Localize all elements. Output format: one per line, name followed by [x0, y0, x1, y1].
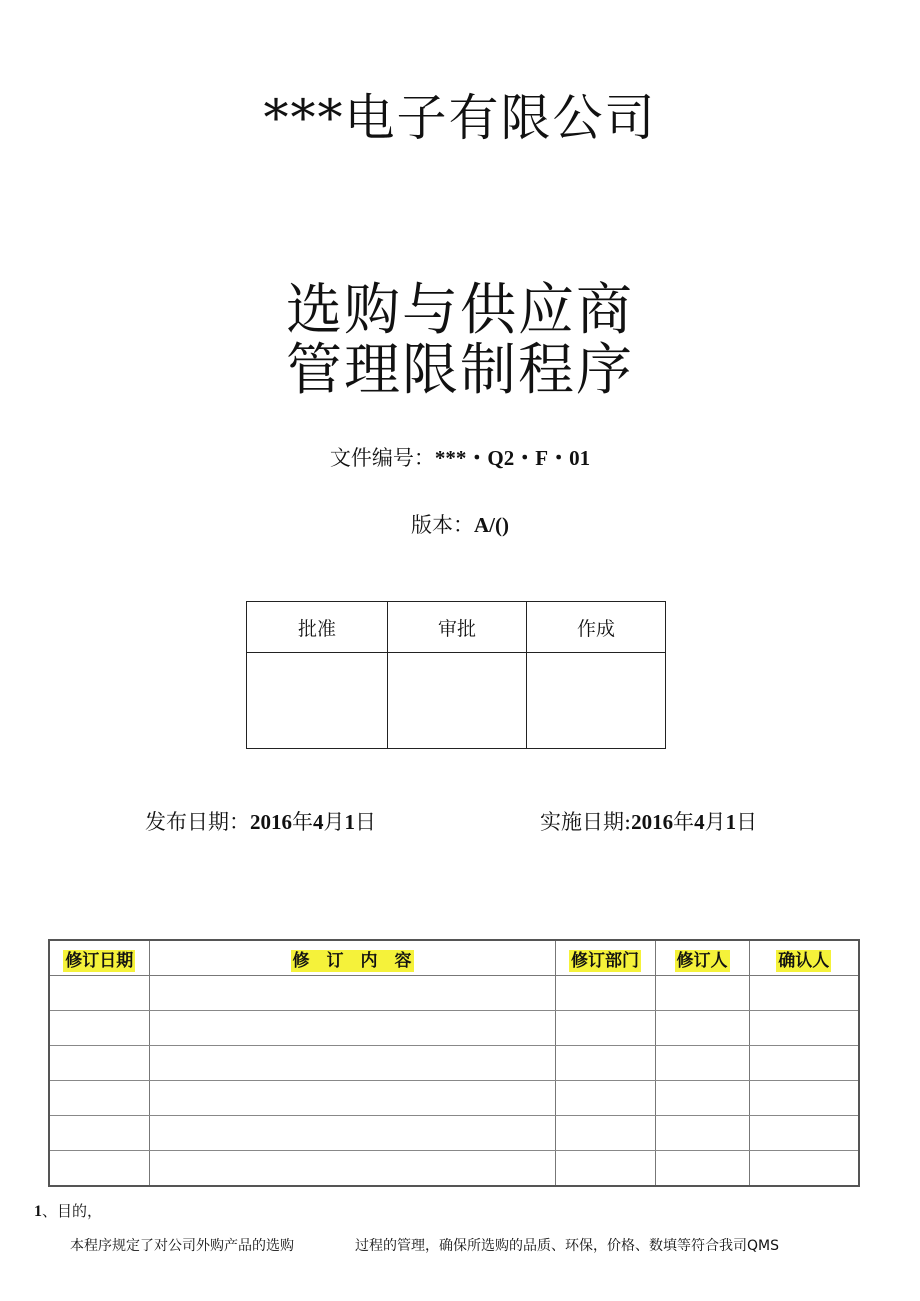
table-cell: [749, 1046, 859, 1081]
publish-year-unit: 年: [292, 810, 313, 834]
table-cell: [749, 976, 859, 1011]
table-cell: [749, 1011, 859, 1046]
implement-year-unit: 年: [673, 810, 695, 834]
table-cell: [149, 1011, 555, 1046]
revision-header-content: [149, 940, 555, 976]
table-cell: [49, 1116, 149, 1151]
table-cell: [655, 1081, 749, 1116]
body-text-part-1: 本程序规定了对公司外购产品的选购: [70, 1238, 294, 1254]
publish-month-unit: 月: [323, 810, 345, 834]
document-number: [0, 442, 920, 472]
approval-sign-cell: [388, 653, 527, 749]
revision-header-confirmer: [749, 940, 859, 976]
implement-month: 4: [694, 810, 705, 834]
implement-date-label: 实施日期:: [540, 810, 632, 834]
publish-day-unit: 日: [355, 810, 376, 834]
publish-month: 4: [313, 810, 324, 834]
table-cell: [149, 1081, 555, 1116]
table-cell: [655, 1046, 749, 1081]
table-row: [49, 1011, 859, 1046]
approval-header-author: 作成: [527, 602, 666, 653]
table-cell: [655, 1151, 749, 1187]
table-cell: [49, 976, 149, 1011]
publish-date: [145, 806, 376, 836]
table-cell: [749, 1116, 859, 1151]
body-text-part-2: 过程的管理，确保所选购的品质、环保，价格、数填等符合我司QMS: [355, 1238, 779, 1254]
revision-header-confirmer-text: 确认人: [778, 950, 830, 971]
approval-header-approve: 批准: [247, 602, 388, 653]
table-cell: [49, 1081, 149, 1116]
implement-month-unit: 月: [704, 810, 726, 834]
table-cell: [555, 976, 655, 1011]
publish-day: 1: [344, 810, 355, 834]
revision-header-reviser-text: 修订人: [676, 950, 728, 971]
section-1-title: 、目的，: [42, 1202, 103, 1220]
implement-year: 2016: [631, 810, 674, 834]
table-cell: [749, 1081, 859, 1116]
document-version: [0, 509, 920, 539]
document-number-label: 文件编号：: [329, 446, 435, 470]
approval-sign-cell: [527, 653, 666, 749]
approval-header-review: 审批: [388, 602, 527, 653]
table-cell: [555, 1081, 655, 1116]
approval-sign-cell: [247, 653, 388, 749]
table-cell: [555, 1151, 655, 1187]
table-row: [49, 1151, 859, 1187]
table-row: [49, 1046, 859, 1081]
table-row: [49, 976, 859, 1011]
table-cell: [49, 1151, 149, 1187]
company-name: ***电子有限公司: [263, 89, 657, 147]
revision-header-date-text: 修订日期: [65, 950, 134, 971]
table-cell: [49, 1011, 149, 1046]
table-cell: [655, 1116, 749, 1151]
publish-year: 2016: [250, 810, 292, 834]
table-cell: [555, 1116, 655, 1151]
implement-day: 1: [725, 810, 737, 834]
table-cell: [655, 976, 749, 1011]
revision-history-table: [48, 939, 860, 1187]
table-cell: [555, 1011, 655, 1046]
revision-header-content-text: 修 订 内 容: [292, 950, 412, 971]
document-title-line-2: 管理限制程序: [286, 338, 634, 403]
table-cell: [149, 1046, 555, 1081]
version-value: A/(): [474, 513, 509, 537]
table-cell: [749, 1151, 859, 1187]
table-cell: [49, 1046, 149, 1081]
revision-header-department: [555, 940, 655, 976]
revision-header-row: [49, 940, 859, 976]
revision-header-department-text: 修订部门: [571, 950, 639, 971]
table-row: [49, 1081, 859, 1116]
section-1-number: 1: [34, 1203, 42, 1220]
version-label: 版本：: [411, 513, 474, 537]
publish-date-label: 发布日期：: [145, 810, 250, 834]
revision-header-reviser: [655, 940, 749, 976]
section-1-heading: [34, 1200, 102, 1221]
implement-date: [540, 806, 757, 836]
implement-day-unit: 日: [736, 810, 758, 834]
table-cell: [149, 976, 555, 1011]
table-cell: [149, 1116, 555, 1151]
approval-table: [246, 601, 666, 749]
revision-header-date: [49, 940, 149, 976]
document-title-line-1: 选购与供应商: [286, 278, 634, 343]
table-row: [49, 1116, 859, 1151]
table-cell: [555, 1046, 655, 1081]
table-cell: [149, 1151, 555, 1187]
document-number-value: ***・Q2・F・01: [434, 446, 591, 470]
table-cell: [655, 1011, 749, 1046]
